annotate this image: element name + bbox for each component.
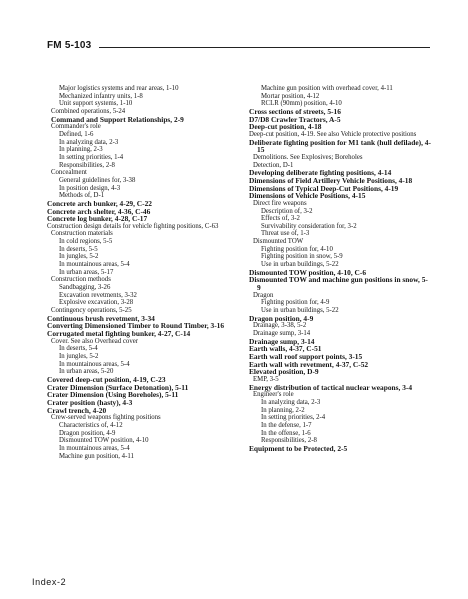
index-entry: In urban areas, 5-17 bbox=[59, 268, 114, 276]
index-entry: Deep-cut position, 4-19. See also Vehicle protective positions bbox=[249, 130, 417, 138]
index-entry: In the offense, 1-6 bbox=[261, 429, 311, 437]
index-entry: Corrugated metal fighting bunker, 4-27, C-14 bbox=[47, 329, 191, 338]
index-entry: Continuous brush revetment, 3-34 bbox=[47, 313, 155, 323]
index-entry: Dismounted TOW bbox=[253, 238, 304, 246]
index-entry: Covered deep-cut position, 4-19, C-23 bbox=[47, 374, 166, 384]
index-entry: Crater Dimension (Surface Detonation), 5-11 bbox=[47, 382, 189, 392]
index-entry: Excavation revetments, 3-32 bbox=[59, 291, 137, 299]
index-entry: In analyzing data, 2-3 bbox=[261, 398, 321, 406]
index-entry: Contingency operations, 5-25 bbox=[51, 307, 132, 315]
index-entry: Cross sections of streets, 5-16 bbox=[249, 106, 341, 116]
index-entry: Drainage, 3-38, 5-2 bbox=[253, 322, 307, 330]
document-id: FM 5-103 bbox=[47, 40, 92, 51]
header-rule bbox=[99, 47, 430, 48]
index-entry: In mountainous areas, 5-4 bbox=[59, 360, 130, 368]
index-entry: Elevated position, D-9 bbox=[249, 367, 319, 377]
index-entry: Fighting position in snow, 5-9 bbox=[261, 253, 343, 261]
index-entry: Concrete log bunker, 4-28, C-17 bbox=[47, 214, 148, 224]
index-entry: Construction materials bbox=[51, 230, 113, 238]
index-entry: Fighting position for, 4-10 bbox=[261, 245, 333, 253]
index-entry: Cover. See also Overhead cover bbox=[51, 337, 139, 345]
index-entry: Dismounted TOW position, 4-10, C-6 bbox=[249, 267, 367, 277]
index-entry: Combined operations, 5-24 bbox=[51, 107, 126, 115]
index-entry: In mountainous areas, 5-4 bbox=[59, 261, 130, 269]
index-entry: Concealment bbox=[51, 169, 87, 177]
index-entry: Converting Dimensioned Timber to Round Timber, 3-16 bbox=[47, 321, 225, 331]
index-entry: Equipment to be Protected, 2-5 bbox=[249, 443, 348, 453]
index-column-right bbox=[249, 85, 431, 453]
index-entry: In planning, 2-3 bbox=[59, 146, 103, 154]
index-entry: Dismounted TOW position, 4-10 bbox=[59, 437, 149, 445]
index-entry: In analyzing data, 2-3 bbox=[59, 138, 119, 146]
index-entry: Unit support systems, 1-10 bbox=[59, 100, 133, 108]
index-entry: Machine gun position, 4-11 bbox=[59, 452, 134, 460]
index-entry: Survivability consideration for, 3-2 bbox=[261, 222, 357, 230]
index-entry: Drainage sump, 3-14 bbox=[253, 330, 311, 337]
index-entry: Dragon bbox=[253, 291, 274, 299]
index-entry: In planning, 2-2 bbox=[261, 406, 305, 414]
index-entry: Dismounted TOW and machine gun positions in snow, 5-9 bbox=[249, 275, 428, 293]
index-entry: Detection, D-1 bbox=[253, 161, 294, 169]
index-entry: EMP, 3-5 bbox=[253, 375, 279, 383]
index-entry: In mountainous areas, 5-4 bbox=[59, 444, 130, 452]
index-entry: Drainage sump, 3-14 bbox=[249, 336, 315, 346]
index-entry: Crater Dimension (Using Boreholes), 5-11 bbox=[47, 390, 179, 400]
index-entry: Engineer's role bbox=[253, 391, 294, 399]
index-entry: Crater position (hasty), 4-3 bbox=[47, 397, 133, 407]
index-entry: Dragon position, 4-9 bbox=[59, 429, 116, 437]
index-entry: In jungles, 5-2 bbox=[59, 253, 99, 261]
index-entry: Concrete arch shelter, 4-36, C-46 bbox=[47, 206, 151, 216]
index-entry: Use in urban buildings, 5-22 bbox=[261, 261, 339, 269]
index-entry: Major logistics systems and rear areas, 1-10 bbox=[59, 85, 179, 92]
index-entry: Machine gun position with overhead cover, 4-11 bbox=[261, 85, 393, 92]
index-entry: RCLR (90mm) position, 4-10 bbox=[261, 100, 342, 108]
index-entry: Construction methods bbox=[51, 276, 111, 284]
index-entry: Earth wall roof support points, 3-15 bbox=[249, 351, 363, 361]
index-entry: Dimensions of Vehicle Positions, 4-15 bbox=[249, 191, 366, 201]
index-entry: Defined, 1-6 bbox=[59, 130, 94, 138]
index-entry: Mechanized infantry units, 1-8 bbox=[59, 92, 143, 100]
index-entry: Dimensions of Field Artillery Vehicle Positions, 4-18 bbox=[249, 175, 413, 185]
index-entry: Fighting position for, 4-9 bbox=[261, 299, 330, 307]
index-entry: In the defense, 1-7 bbox=[261, 421, 312, 429]
index-entry: Earth walls, 4-37, C-51 bbox=[249, 344, 322, 354]
index-entry: D7/D8 Crawler Tractors, A-5 bbox=[249, 114, 341, 124]
index-entry: In cold regions, 5-5 bbox=[59, 238, 113, 246]
index-entry: In position design, 4-3 bbox=[59, 184, 121, 192]
index-entry: Crew-served weapons fighting positions bbox=[51, 414, 161, 422]
index-entry: Responsibilities, 2-8 bbox=[261, 437, 317, 445]
index-entry: Threat use of, 1-3 bbox=[261, 230, 310, 238]
index-entry: In deserts, 5-4 bbox=[59, 345, 98, 353]
index-entry: Energy distribution of tactical nuclear weapons, 3-4 bbox=[249, 382, 413, 392]
index-entry: Dragon position, 4-9 bbox=[249, 313, 314, 323]
index-entry: Methods of, D-1 bbox=[59, 192, 105, 200]
index-entry: Command and Support Relationships, 2-9 bbox=[51, 114, 184, 124]
index-entry: Construction design details for vehicle fighting positions, C-63 bbox=[47, 222, 219, 230]
index-entry: Crawl trench, 4-20 bbox=[47, 405, 107, 415]
index-entry: In deserts, 5-5 bbox=[59, 245, 98, 253]
index-entry: In urban areas, 5-20 bbox=[59, 368, 114, 376]
index-entry: Direct fire weapons bbox=[253, 199, 307, 207]
index-entry: Earth wall with revetment, 4-37, C-52 bbox=[249, 359, 369, 369]
index-entry: Dimensions of Typical Deep-Cut Positions, 4-19 bbox=[249, 183, 399, 193]
page-header bbox=[47, 40, 430, 54]
index-entry: Responsibilities, 2-8 bbox=[59, 161, 115, 169]
index-entry: In setting priorities, 1-4 bbox=[59, 153, 124, 161]
index-column-left bbox=[47, 85, 229, 460]
index-entry: Use in urban buildings, 5-22 bbox=[261, 307, 339, 315]
index-entry: General guidelines for, 3-38 bbox=[59, 176, 136, 184]
index-entry: Concrete arch bunker, 4-29, C-22 bbox=[47, 198, 152, 208]
index-entry: Developing deliberate fighting positions, 4-14 bbox=[249, 168, 392, 178]
index-entry: Deep-cut position, 4-18 bbox=[249, 122, 322, 132]
index-entry: Deliberate fighting position for M1 tank (hull defilade), 4-15 bbox=[249, 137, 431, 155]
index-entry: Description of, 3-2 bbox=[261, 207, 313, 215]
index-entry: Sandbagging, 3-26 bbox=[59, 284, 111, 292]
index-entry: Characteristics of, 4-12 bbox=[59, 421, 123, 429]
page-footer: Index-2 bbox=[32, 577, 67, 587]
index-entry: In setting priorities, 2-4 bbox=[261, 414, 326, 422]
index-entry: Commander's role bbox=[51, 123, 101, 131]
index-entry: Demolitions. See Explosives; Boreholes bbox=[253, 153, 363, 161]
index-entry: Effects of, 3-2 bbox=[261, 215, 300, 223]
index-entry: Explosive excavation, 3-28 bbox=[59, 299, 134, 307]
index-entry: In jungles, 5-2 bbox=[59, 352, 99, 360]
index-entry: Mortar position, 4-12 bbox=[261, 92, 320, 100]
